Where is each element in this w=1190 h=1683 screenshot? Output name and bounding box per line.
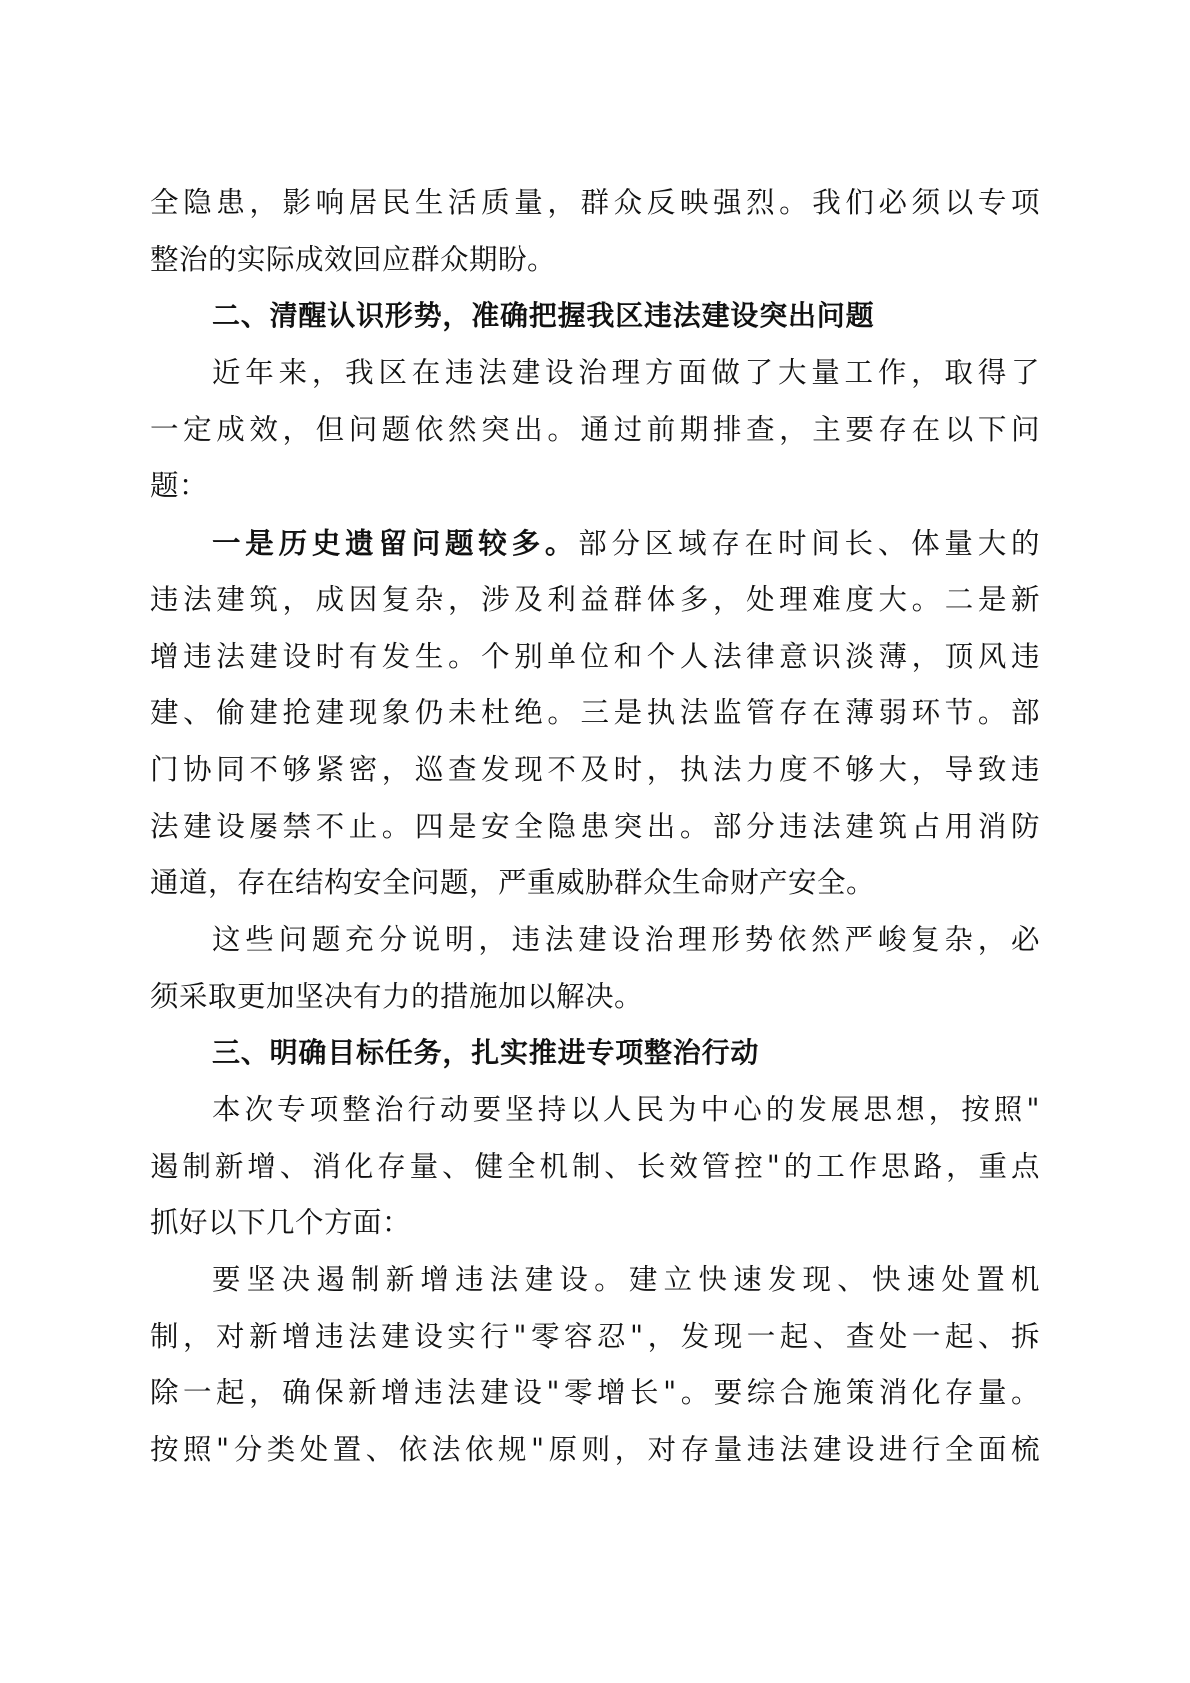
body-line: 通道，存在结构安全问题，严重威胁群众生命财产安全。 [150, 866, 876, 900]
body-line: 题： [150, 469, 209, 503]
body-line: 一定成效，但问题依然突出。通过前期排查，主要存在以下问 [150, 412, 1040, 446]
body-line: 本次专项整治行动要坚持以人民为中心的发展思想，按照" [212, 1093, 1040, 1126]
lead-phrase: 一是历史遗留问题较多。 [212, 526, 579, 561]
body-line: 制，对新增违法建设实行"零容忍"，发现一起、查处一起、拆 [150, 1319, 1040, 1353]
body-line: 全隐患，影响居民生活质量，群众反映强烈。我们必须以专项 [150, 186, 1040, 219]
body-line: 法建设屡禁不止。四是安全隐患突出。部分违法建筑占用消防 [150, 809, 1040, 843]
body-line: 要坚决遏制新增违法建设。建立快速发现、快速处置机 [212, 1263, 1040, 1297]
body-text: 部分区域存在时间长、体量大的 [578, 527, 1040, 561]
body-line: 这些问题充分说明，违法建设治理形势依然严峻复杂，必 [212, 922, 1040, 956]
body-line: 抓好以下几个方面： [150, 1206, 412, 1240]
section-heading-3: 三、明确目标任务，扎实推进专项整治行动 [212, 1036, 760, 1070]
body-line: 增违法建设时有发生。个别单位和个人法律意识淡薄，顶风违 [150, 639, 1040, 673]
document-body [150, 175, 1040, 1479]
body-line: 须采取更加坚决有力的措施加以解决。 [150, 979, 644, 1013]
paragraph-lead-line [150, 515, 1040, 572]
body-line: 门协同不够紧密，巡查发现不及时，执法力度不够大，导致违 [150, 752, 1040, 786]
body-line: 建、偷建抢建现象仍未杜绝。三是执法监管存在薄弱环节。部 [150, 696, 1040, 730]
body-line: 违法建筑，成因复杂，涉及利益群体多，处理难度大。二是新 [150, 582, 1040, 616]
body-line: 遏制新增、消化存量、健全机制、长效管控"的工作思路，重点 [150, 1149, 1040, 1183]
body-line: 除一起，确保新增违法建设"零增长"。要综合施策消化存量。 [150, 1376, 1040, 1410]
section-heading-2: 二、清醒认识形势，准确把握我区违法建设突出问题 [212, 299, 875, 333]
body-line: 整治的实际成效回应群众期盼。 [150, 242, 557, 276]
body-line: 近年来，我区在违法建设治理方面做了大量工作，取得了 [212, 356, 1040, 390]
body-line: 按照"分类处置、依法依规"原则，对存量违法建设进行全面梳 [150, 1433, 1040, 1467]
